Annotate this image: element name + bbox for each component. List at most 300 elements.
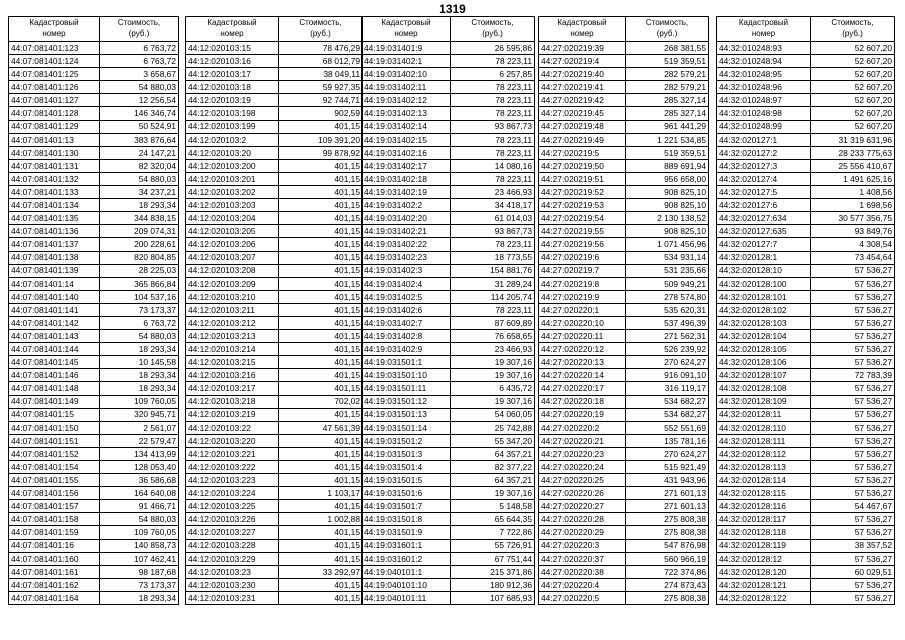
cost-cell: 38 049,11 <box>279 68 363 81</box>
table-row <box>539 421 709 434</box>
table-row <box>717 146 895 159</box>
table-row <box>539 447 709 460</box>
cost-cell: 401,15 <box>279 434 363 447</box>
table-row <box>9 303 179 316</box>
column-header-cadastral: Кадастровый номер <box>717 17 811 42</box>
table-row <box>539 356 709 369</box>
cadastral-number-cell: 44:19:031402:10 <box>362 68 451 81</box>
table-row <box>186 487 363 500</box>
cadastral-number-cell: 44:07:081401:131 <box>9 159 100 172</box>
table-row <box>186 199 363 212</box>
cadastral-number-cell: 44:27:020219:42 <box>539 94 626 107</box>
table-row <box>9 133 179 146</box>
cost-cell: 52 607,20 <box>811 68 895 81</box>
cost-cell: 6 257,85 <box>451 68 535 81</box>
cost-cell: 57 536,27 <box>811 408 895 421</box>
cost-cell: 109 760,05 <box>100 395 179 408</box>
table-row <box>362 68 535 81</box>
table-row <box>717 186 895 199</box>
cadastral-number-cell: 44:32:020128:113 <box>717 461 811 474</box>
table-row <box>717 461 895 474</box>
table-row <box>362 290 535 303</box>
table-row <box>362 316 535 329</box>
cadastral-number-cell: 44:19:031402:6 <box>362 303 451 316</box>
table-row <box>717 526 895 539</box>
cadastral-number-cell: 44:12:020103:214 <box>186 343 279 356</box>
cadastral-number-cell: 44:32:020128:101 <box>717 290 811 303</box>
table-row <box>539 199 709 212</box>
cadastral-number-cell: 44:19:031501:5 <box>362 474 451 487</box>
cost-cell: 78 223,11 <box>451 55 535 68</box>
cost-cell: 57 536,27 <box>811 316 895 329</box>
cost-cell: 67 751,44 <box>451 552 535 565</box>
cost-cell: 31 289,24 <box>451 277 535 290</box>
table-row <box>717 408 895 421</box>
cost-cell: 57 536,27 <box>811 330 895 343</box>
table-row <box>362 395 535 408</box>
table-header-row <box>539 17 709 42</box>
cadastral-number-cell: 44:32:020128:104 <box>717 330 811 343</box>
table-row <box>362 487 535 500</box>
table-row <box>362 434 535 447</box>
cadastral-number-cell: 44:07:081401:152 <box>9 447 100 460</box>
cadastral-number-cell: 44:12:020103:202 <box>186 186 279 199</box>
table-row <box>9 264 179 277</box>
table-row <box>186 434 363 447</box>
cost-cell: 57 536,27 <box>811 591 895 604</box>
table-row <box>539 212 709 225</box>
cadastral-number-cell: 44:27:020220:24 <box>539 461 626 474</box>
cost-cell: 78 223,11 <box>451 172 535 185</box>
table-row <box>186 212 363 225</box>
cadastral-number-cell: 44:27:020219:56 <box>539 238 626 251</box>
cost-cell: 275 808,38 <box>626 526 709 539</box>
cadastral-number-cell: 44:19:031501:14 <box>362 421 451 434</box>
cadastral-number-cell: 44:27:020219:51 <box>539 172 626 185</box>
cadastral-number-cell: 44:12:020103:213 <box>186 330 279 343</box>
cadastral-number-cell: 44:27:020220:23 <box>539 447 626 460</box>
cost-cell: 18 773,55 <box>451 251 535 264</box>
cadastral-number-cell: 44:07:081401:157 <box>9 500 100 513</box>
column-header-cost: Стоимость, (руб.) <box>100 17 179 42</box>
table-row <box>186 81 363 94</box>
cost-cell: 889 691,94 <box>626 159 709 172</box>
cost-cell: 128 053,40 <box>100 461 179 474</box>
table-row <box>186 159 363 172</box>
cadastral-number-cell: 44:32:020127:635 <box>717 225 811 238</box>
table-header-row <box>186 17 363 42</box>
cadastral-number-cell: 44:27:020219:7 <box>539 264 626 277</box>
cadastral-number-cell: 44:19:031501:1 <box>362 356 451 369</box>
cost-cell: 92 744,71 <box>279 94 363 107</box>
cadastral-number-cell: 44:12:020103:23 <box>186 565 279 578</box>
cadastral-number-cell: 44:07:081401:140 <box>9 290 100 303</box>
table-row <box>717 591 895 604</box>
cadastral-number-cell: 44:27:020220:25 <box>539 474 626 487</box>
cadastral-number-cell: 44:12:020103:15 <box>186 42 279 55</box>
cost-cell: 401,15 <box>279 199 363 212</box>
cost-cell: 282 579,21 <box>626 81 709 94</box>
cadastral-number-cell: 44:32:010248:94 <box>717 55 811 68</box>
cost-cell: 52 607,20 <box>811 42 895 55</box>
cost-cell: 93 849,76 <box>811 225 895 238</box>
cadastral-number-cell: 44:19:031501:4 <box>362 461 451 474</box>
table-row <box>362 513 535 526</box>
table-row <box>9 552 179 565</box>
cadastral-number-cell: 44:19:031501:11 <box>362 382 451 395</box>
table-row <box>186 513 363 526</box>
table-row <box>362 277 535 290</box>
cost-cell: 401,15 <box>279 461 363 474</box>
table-row <box>186 369 363 382</box>
cadastral-number-cell: 44:27:020219:39 <box>539 42 626 55</box>
cost-cell: 54 880,03 <box>100 81 179 94</box>
table-row <box>717 552 895 565</box>
column-header-cadastral: Кадастровый номер <box>186 17 279 42</box>
cost-cell: 72 783,39 <box>811 369 895 382</box>
cost-cell: 57 536,27 <box>811 421 895 434</box>
cost-cell: 57 536,27 <box>811 434 895 447</box>
table-row <box>539 526 709 539</box>
cost-cell: 519 359,51 <box>626 55 709 68</box>
cost-cell: 6 435,72 <box>451 382 535 395</box>
cadastral-number-cell: 44:07:081401:15 <box>9 408 100 421</box>
cadastral-number-cell: 44:07:081401:154 <box>9 461 100 474</box>
cadastral-number-cell: 44:32:020127:3 <box>717 159 811 172</box>
cost-cell: 534 682,27 <box>626 395 709 408</box>
table-row <box>717 225 895 238</box>
cost-cell: 1 221 534,85 <box>626 133 709 146</box>
table-row <box>539 277 709 290</box>
table-row <box>362 94 535 107</box>
cadastral-number-cell: 44:19:031402:1 <box>362 55 451 68</box>
cost-cell: 6 763,72 <box>100 42 179 55</box>
cost-cell: 956 658,00 <box>626 172 709 185</box>
cost-cell: 52 607,20 <box>811 55 895 68</box>
cadastral-number-cell: 44:32:020128:107 <box>717 369 811 382</box>
cost-cell: 401,15 <box>279 552 363 565</box>
table-row <box>717 68 895 81</box>
table-row <box>9 487 179 500</box>
cadastral-number-cell: 44:27:020220:26 <box>539 487 626 500</box>
cost-cell: 107 462,41 <box>100 552 179 565</box>
table-row <box>186 225 363 238</box>
cadastral-number-cell: 44:12:020103:211 <box>186 303 279 316</box>
cadastral-number-cell: 44:07:081401:145 <box>9 356 100 369</box>
table-row <box>717 303 895 316</box>
column-header-cost: Стоимость, (руб.) <box>451 17 535 42</box>
table-row <box>186 382 363 395</box>
table-row <box>539 55 709 68</box>
table-row <box>186 565 363 578</box>
table-row <box>9 277 179 290</box>
cost-cell: 534 682,27 <box>626 408 709 421</box>
cost-cell: 275 808,38 <box>626 513 709 526</box>
cadastral-number-cell: 44:12:020103:210 <box>186 290 279 303</box>
cadastral-number-cell: 44:19:031501:2 <box>362 434 451 447</box>
cost-cell: 200 228,61 <box>100 238 179 251</box>
table-row <box>9 316 179 329</box>
cadastral-number-cell: 44:07:081401:139 <box>9 264 100 277</box>
cost-cell: 270 624,27 <box>626 356 709 369</box>
cost-cell: 82 377,22 <box>451 461 535 474</box>
cadastral-number-cell: 44:19:031402:21 <box>362 225 451 238</box>
table-row <box>717 434 895 447</box>
table-row <box>186 591 363 604</box>
cost-cell: 57 536,27 <box>811 303 895 316</box>
cadastral-number-cell: 44:19:031402:19 <box>362 186 451 199</box>
table-row <box>362 474 535 487</box>
table-row <box>9 578 179 591</box>
table-row <box>717 133 895 146</box>
cadastral-number-cell: 44:32:020128:100 <box>717 277 811 290</box>
cadastral-number-cell: 44:12:020103:19 <box>186 94 279 107</box>
cost-cell: 1 071 456,96 <box>626 238 709 251</box>
table-header-row <box>9 17 179 42</box>
cadastral-table-3 <box>361 16 535 605</box>
cost-cell: 401,15 <box>279 330 363 343</box>
table-row <box>362 356 535 369</box>
cost-cell: 1 103,17 <box>279 487 363 500</box>
cost-cell: 36 586,68 <box>100 474 179 487</box>
cadastral-number-cell: 44:32:020128:109 <box>717 395 811 408</box>
cost-cell: 14 080,16 <box>451 159 535 172</box>
cadastral-number-cell: 44:07:081401:14 <box>9 277 100 290</box>
table-row <box>186 238 363 251</box>
table-row <box>539 264 709 277</box>
table-row <box>362 343 535 356</box>
table-row <box>9 68 179 81</box>
cadastral-number-cell: 44:19:031402:13 <box>362 107 451 120</box>
cost-cell: 431 943,96 <box>626 474 709 487</box>
cost-cell: 1 408,56 <box>811 186 895 199</box>
table-row <box>186 107 363 120</box>
cost-cell: 93 867,73 <box>451 225 535 238</box>
cost-cell: 401,15 <box>279 316 363 329</box>
cadastral-number-cell: 44:12:020103:218 <box>186 395 279 408</box>
cost-cell: 180 912,36 <box>451 578 535 591</box>
table-row <box>186 42 363 55</box>
cost-cell: 104 537,16 <box>100 290 179 303</box>
cost-cell: 50 524,91 <box>100 120 179 133</box>
cadastral-number-cell: 44:07:081401:146 <box>9 369 100 382</box>
cadastral-number-cell: 44:07:081401:16 <box>9 539 100 552</box>
cost-cell: 23 466,93 <box>451 343 535 356</box>
cadastral-number-cell: 44:07:081401:125 <box>9 68 100 81</box>
cost-cell: 401,15 <box>279 539 363 552</box>
cost-cell: 55 347,20 <box>451 434 535 447</box>
table-row <box>9 199 179 212</box>
cost-cell: 401,15 <box>279 369 363 382</box>
cost-cell: 271 601,13 <box>626 487 709 500</box>
cadastral-number-cell: 44:07:081401:13 <box>9 133 100 146</box>
cost-cell: 34 237,21 <box>100 186 179 199</box>
cadastral-number-cell: 44:12:020103:204 <box>186 212 279 225</box>
table-row <box>362 133 535 146</box>
cost-cell: 401,15 <box>279 264 363 277</box>
cadastral-number-cell: 44:19:031501:13 <box>362 408 451 421</box>
table-row <box>717 55 895 68</box>
table-row <box>9 330 179 343</box>
table-row <box>362 186 535 199</box>
table-row <box>717 316 895 329</box>
cadastral-number-cell: 44:12:020103:229 <box>186 552 279 565</box>
cadastral-number-cell: 44:27:020219:45 <box>539 107 626 120</box>
cost-cell: 275 808,38 <box>626 591 709 604</box>
cadastral-table-5 <box>716 16 895 605</box>
table-row <box>362 238 535 251</box>
table-row <box>186 447 363 460</box>
column-header-cost: Стоимость, (руб.) <box>626 17 709 42</box>
cost-cell: 274 873,43 <box>626 578 709 591</box>
cadastral-number-cell: 44:27:020220:11 <box>539 330 626 343</box>
table-row <box>9 395 179 408</box>
cost-cell: 52 607,20 <box>811 81 895 94</box>
table-row <box>539 238 709 251</box>
table-row <box>539 487 709 500</box>
cost-cell: 60 029,51 <box>811 565 895 578</box>
table-row <box>9 343 179 356</box>
cadastral-number-cell: 44:19:031601:1 <box>362 539 451 552</box>
table-row <box>9 434 179 447</box>
cadastral-number-cell: 44:12:020103:212 <box>186 316 279 329</box>
table-row <box>539 146 709 159</box>
table-row <box>539 251 709 264</box>
cost-cell: 64 357,21 <box>451 447 535 460</box>
cost-cell: 401,15 <box>279 120 363 133</box>
cadastral-number-cell: 44:32:020128:117 <box>717 513 811 526</box>
table-row <box>186 408 363 421</box>
cadastral-number-cell: 44:19:031402:17 <box>362 159 451 172</box>
table-row <box>539 186 709 199</box>
cadastral-number-cell: 44:27:020219:8 <box>539 277 626 290</box>
table-row <box>9 591 179 604</box>
cadastral-number-cell: 44:12:020103:215 <box>186 356 279 369</box>
cost-cell: 52 607,20 <box>811 107 895 120</box>
cadastral-number-cell: 44:07:081401:127 <box>9 94 100 107</box>
table-row <box>539 343 709 356</box>
cost-cell: 114 205,74 <box>451 290 535 303</box>
cadastral-number-cell: 44:07:081401:143 <box>9 330 100 343</box>
table-row <box>9 513 179 526</box>
cost-cell: 93 867,73 <box>451 120 535 133</box>
table-row <box>539 565 709 578</box>
cadastral-number-cell: 44:19:031402:3 <box>362 264 451 277</box>
table-row <box>717 159 895 172</box>
cadastral-number-cell: 44:19:031501:6 <box>362 487 451 500</box>
table-row <box>186 330 363 343</box>
table-row <box>9 356 179 369</box>
cost-cell: 57 536,27 <box>811 578 895 591</box>
cost-cell: 23 466,93 <box>451 186 535 199</box>
cadastral-number-cell: 44:32:020128:11 <box>717 408 811 421</box>
table-row <box>9 526 179 539</box>
cost-cell: 55 726,91 <box>451 539 535 552</box>
table-row <box>9 565 179 578</box>
cadastral-number-cell: 44:07:081401:129 <box>9 120 100 133</box>
table-row <box>539 159 709 172</box>
cadastral-number-cell: 44:19:031402:18 <box>362 172 451 185</box>
cadastral-number-cell: 44:07:081401:159 <box>9 526 100 539</box>
cadastral-number-cell: 44:32:020128:121 <box>717 578 811 591</box>
cadastral-number-cell: 44:07:081401:123 <box>9 42 100 55</box>
table-row <box>717 212 895 225</box>
cadastral-number-cell: 44:07:081401:136 <box>9 225 100 238</box>
table-row <box>717 199 895 212</box>
table-row <box>362 382 535 395</box>
cost-cell: 547 876,98 <box>626 539 709 552</box>
cadastral-number-cell: 44:12:020103:200 <box>186 159 279 172</box>
cadastral-number-cell: 44:12:020103:207 <box>186 251 279 264</box>
cost-cell: 61 014,03 <box>451 212 535 225</box>
cadastral-number-cell: 44:27:020219:49 <box>539 133 626 146</box>
cadastral-number-cell: 44:19:031402:2 <box>362 199 451 212</box>
cadastral-number-cell: 44:07:081401:135 <box>9 212 100 225</box>
cadastral-number-cell: 44:07:081401:151 <box>9 434 100 447</box>
cadastral-number-cell: 44:19:031402:7 <box>362 316 451 329</box>
cadastral-number-cell: 44:19:040101:11 <box>362 591 451 604</box>
cost-cell: 537 496,39 <box>626 316 709 329</box>
cadastral-table-2 <box>185 16 363 605</box>
cadastral-number-cell: 44:07:081401:161 <box>9 565 100 578</box>
cost-cell: 57 536,27 <box>811 343 895 356</box>
cadastral-number-cell: 44:32:020128:105 <box>717 343 811 356</box>
cost-cell: 401,15 <box>279 447 363 460</box>
cadastral-number-cell: 44:32:020127:1 <box>717 133 811 146</box>
cadastral-number-cell: 44:07:081401:162 <box>9 578 100 591</box>
cost-cell: 54 880,03 <box>100 330 179 343</box>
cost-cell: 534 931,14 <box>626 251 709 264</box>
table-row <box>539 382 709 395</box>
table-row <box>717 343 895 356</box>
cost-cell: 278 574,80 <box>626 290 709 303</box>
table-row <box>362 199 535 212</box>
cadastral-number-cell: 44:12:020103:224 <box>186 487 279 500</box>
cadastral-number-cell: 44:32:020128:116 <box>717 500 811 513</box>
cost-cell: 28 225,03 <box>100 264 179 277</box>
table-row <box>186 539 363 552</box>
cadastral-number-cell: 44:07:081401:130 <box>9 146 100 159</box>
cost-cell: 47 561,39 <box>279 421 363 434</box>
cadastral-number-cell: 44:27:020220:14 <box>539 369 626 382</box>
cost-cell: 78 223,11 <box>451 81 535 94</box>
cost-cell: 34 418,17 <box>451 199 535 212</box>
cost-cell: 18 293,34 <box>100 199 179 212</box>
cadastral-number-cell: 44:19:031501:8 <box>362 513 451 526</box>
cost-cell: 54 060,05 <box>451 408 535 421</box>
cost-cell: 68 012,79 <box>279 55 363 68</box>
table-row <box>717 500 895 513</box>
cost-cell: 535 620,31 <box>626 303 709 316</box>
table-row <box>9 120 179 133</box>
table-row <box>717 264 895 277</box>
cost-cell: 57 536,27 <box>811 395 895 408</box>
column-header-cadastral: Кадастровый номер <box>539 17 626 42</box>
cost-cell: 215 371,86 <box>451 565 535 578</box>
cadastral-number-cell: 44:07:081401:148 <box>9 382 100 395</box>
table-row <box>717 513 895 526</box>
cost-cell: 154 881,76 <box>451 264 535 277</box>
cadastral-number-cell: 44:19:031402:4 <box>362 277 451 290</box>
cadastral-number-cell: 44:19:031402:12 <box>362 94 451 107</box>
cadastral-number-cell: 44:07:081401:160 <box>9 552 100 565</box>
table-row <box>539 474 709 487</box>
cadastral-number-cell: 44:07:081401:124 <box>9 55 100 68</box>
cadastral-number-cell: 44:27:020220:3 <box>539 539 626 552</box>
table-row <box>186 290 363 303</box>
cadastral-number-cell: 44:32:020128:112 <box>717 447 811 460</box>
cadastral-number-cell: 44:27:020220:13 <box>539 356 626 369</box>
